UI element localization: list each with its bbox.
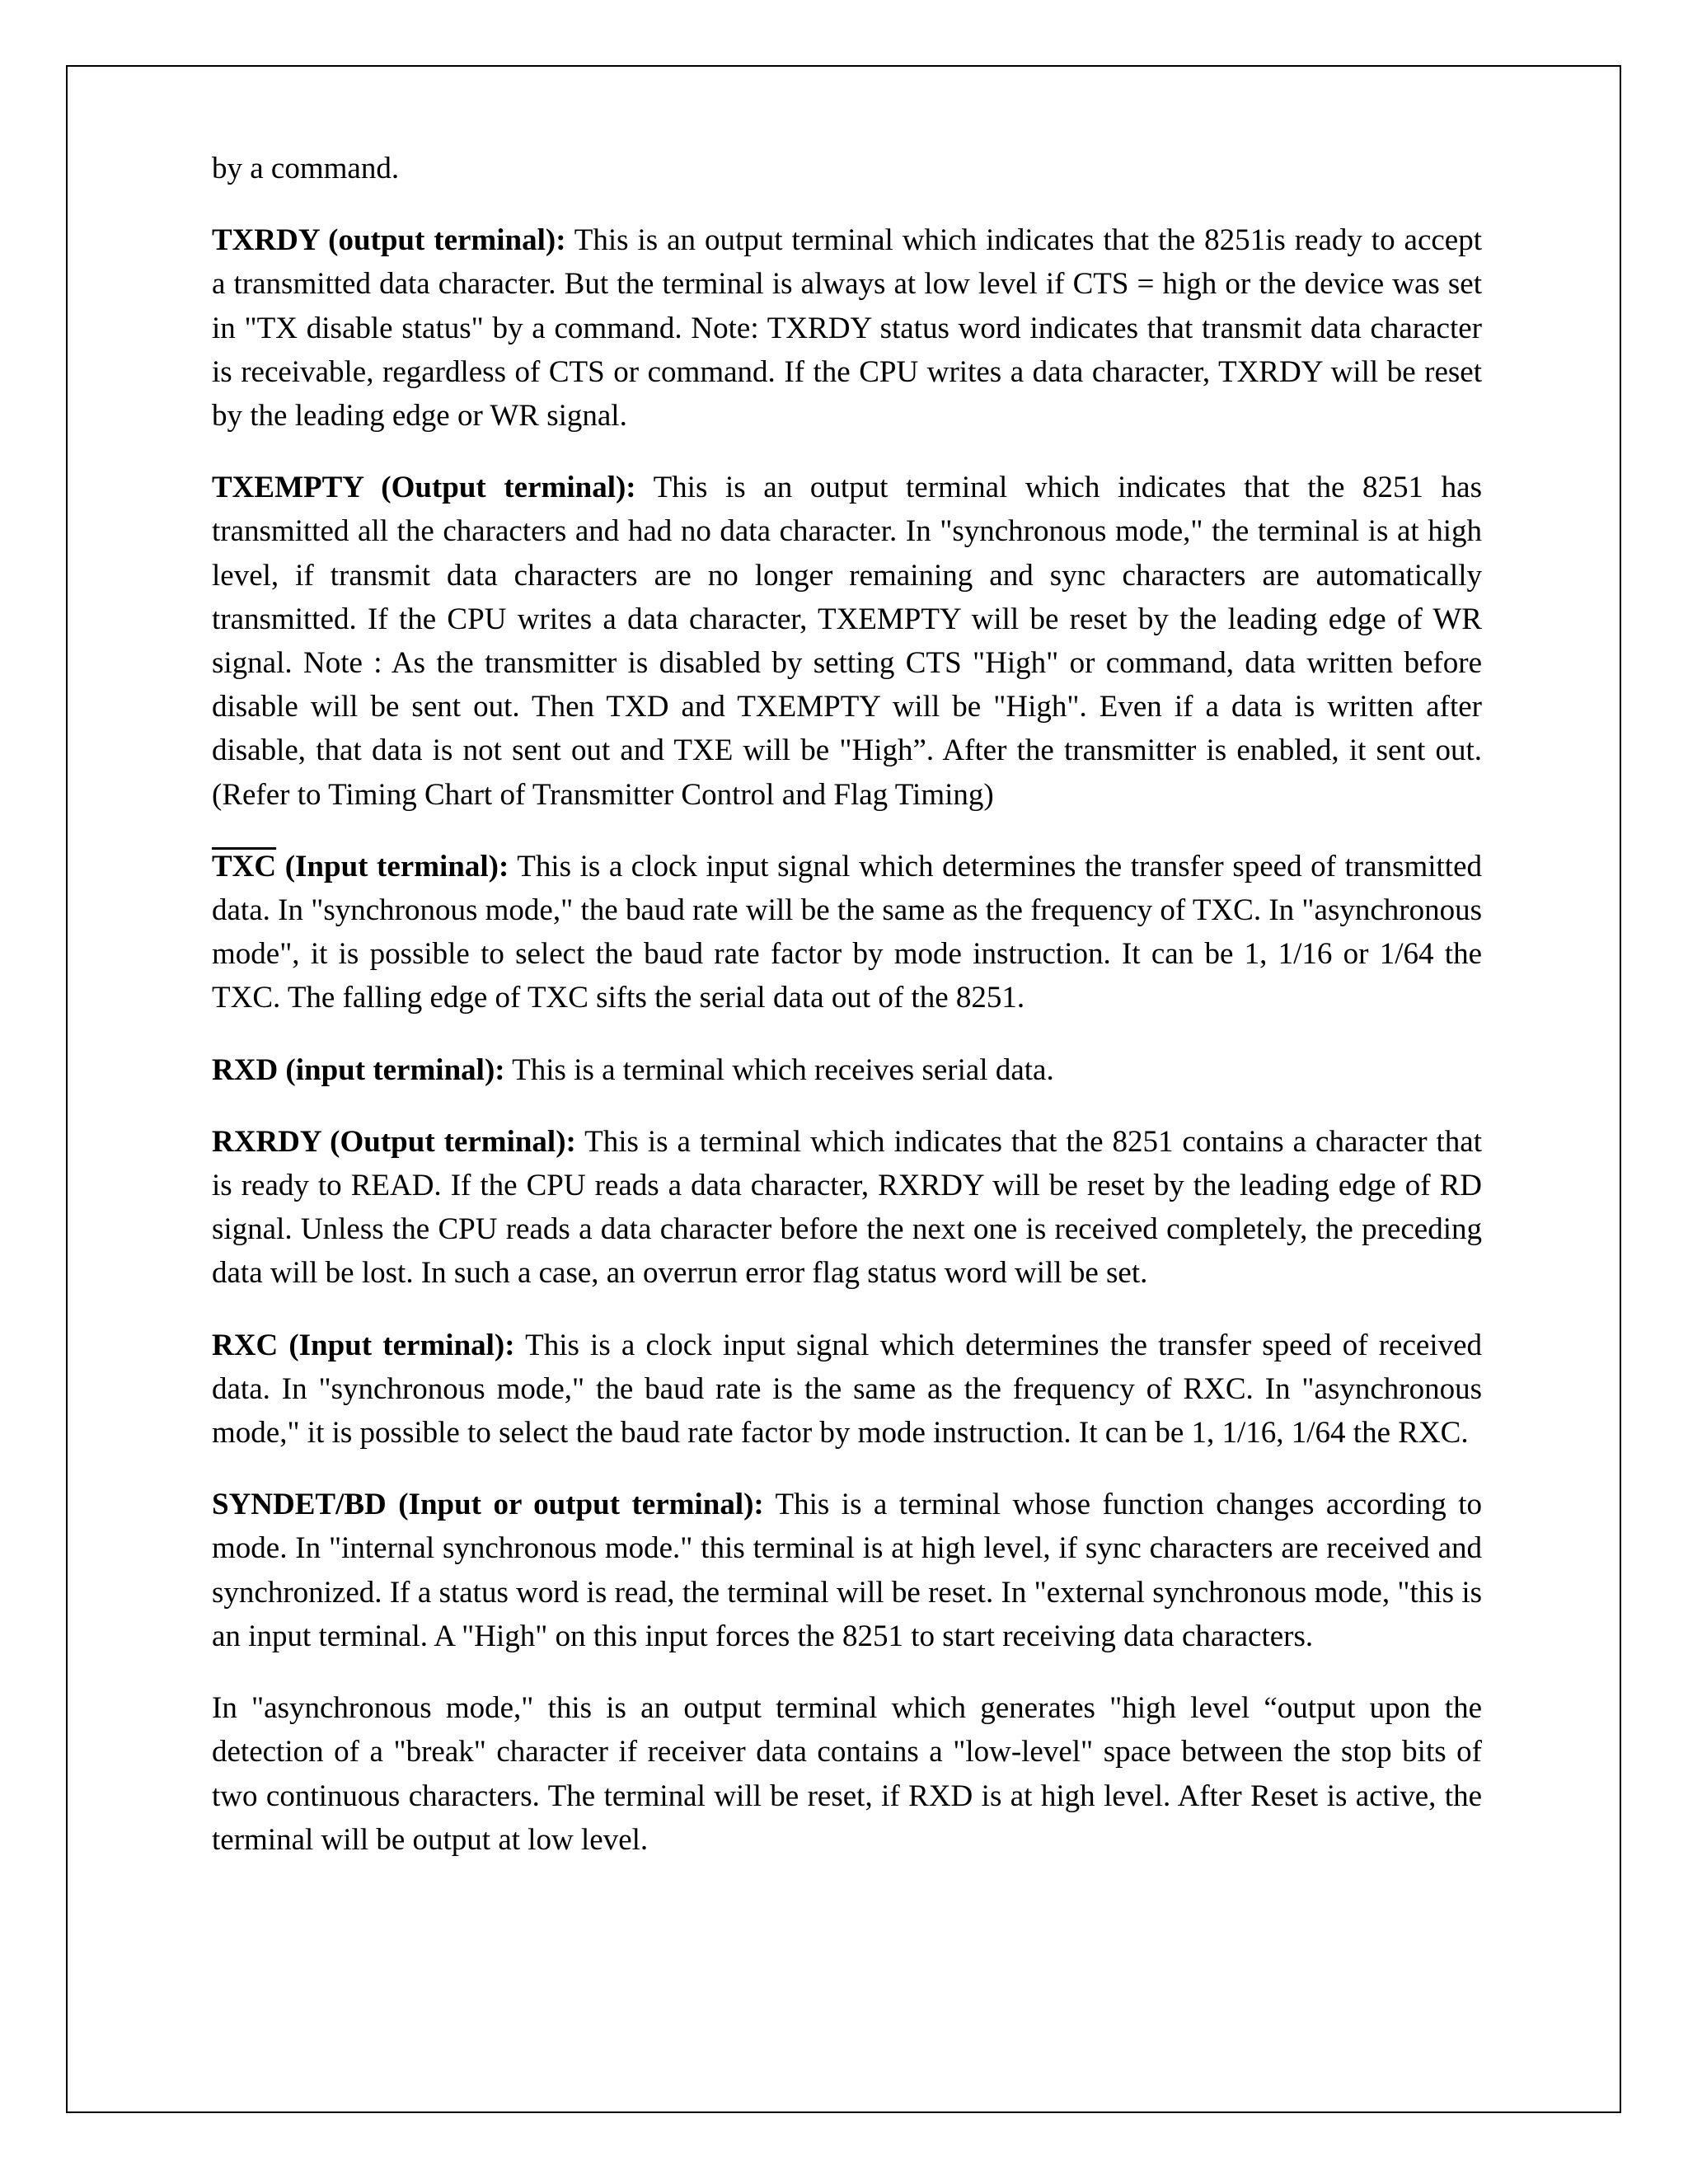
paragraph-text: This is a terminal which receives serial data. <box>504 1052 1054 1087</box>
paragraph-txc <box>212 845 1482 1020</box>
term-syndet: SYNDET/BD (Input or output terminal): <box>212 1488 764 1522</box>
paragraph-text: This is a terminal whose function changes according to mode. In "internal synchronous mode." this terminal is at high level, if sync characters are received and synchronized. If a status word is read, the terminal will be reset. In "external synchronous mode, "this is an input terminal. A "High" on this input forces the 8251 to start receiving data characters. <box>212 1488 1482 1653</box>
paragraph-txempty <box>212 466 1482 817</box>
term-rxrdy: RXRDY (Output terminal): <box>212 1124 576 1159</box>
paragraph-continuation <box>212 147 1482 190</box>
term-txc-overlined: $\overline{TXC}$ <box>212 849 277 883</box>
paragraph-text: In "asynchronous mode," this is an output terminal which generates "high level “output upon the detection of a "break" character if receiver data contains a "low-level" space between the stop bits of two continuous characters. The terminal will be reset, if RXD is at high level. After Reset is active, the terminal will be output at low level. <box>212 1691 1482 1857</box>
document-body <box>212 147 1482 1890</box>
paragraph-txrdy <box>212 218 1482 438</box>
paragraph-rxc <box>212 1324 1482 1455</box>
paragraph-text: This is a clock input signal which determines the transfer speed of received data. In "synchronous mode," the baud rate is the same as the frequency of RXC. In "asynchronous mode," it is possible to select the baud rate factor by mode instruction. It can be 1, 1/16, 1/64 the RXC. <box>212 1328 1483 1451</box>
paragraph-text: This is a clock input signal which determines the transfer speed of transmitted data. In "synchronous mode," the baud rate will be the same as the frequency of TXC. In "asynchronous mode", it is possible to select the baud rate factor by mode instruction. It can be 1, 1/16 or 1/64 the TXC. The falling edge of TXC sifts the serial data out of the 8251. <box>212 849 1482 1015</box>
paragraph-text: This is an output terminal which indicates that the 8251is ready to accept a transmitted data character. But the terminal is always at low level if CTS = high or the device was set in "TX disable status" by a command. Note: TXRDY status word indicates that transmit data character is receivable, regardless of CTS or command. If the CPU writes a data character, TXRDY will be reset by the leading edge or WR signal. <box>212 223 1482 434</box>
term-txc-rest: (Input terminal): <box>276 849 509 883</box>
paragraph-text: by a command. <box>212 152 400 185</box>
paragraph-syndet <box>212 1483 1482 1658</box>
term-txempty: TXEMPTY (Output terminal): <box>212 471 636 505</box>
term-txrdy: TXRDY (output terminal): <box>212 223 566 258</box>
paragraph-text: This is a terminal which indicates that the 8251 contains a character that is ready to READ. If the CPU reads a data character, RXRDY will be reset by the leading edge of RD signal. Unless the CPU reads a data character before the next one is received completely, the preceding data will be lost. In such a case, an overrun error flag status word will be set. <box>212 1124 1482 1291</box>
term-rxc: RXC (Input terminal): <box>212 1328 515 1362</box>
paragraph-rxrdy <box>212 1120 1482 1296</box>
paragraph-text: This is an output terminal which indicates that the 8251 has transmitted all the characters and had no data character. In "synchronous mode," the terminal is at high level, if transmit data characters are no longer remaining and sync characters are automatically transmitted. If the CPU writes a data character, TXEMPTY will be reset by the leading edge of WR signal. Note : As the transmitter is disabled by setting CTS "High" or command, data written before disable will be sent out. Then TXD and TXEMPTY will be "High". Even if a data is written after disable, that data is not sent out and TXE will be "High”. After the transmitter is enabled, it sent out. (Refer to Timing Chart of Transmitter Control and Flag Timing) <box>212 471 1482 812</box>
paragraph-async-mode <box>212 1686 1482 1862</box>
paragraph-rxd <box>212 1048 1482 1092</box>
term-rxd: RXD (input terminal): <box>212 1052 505 1087</box>
